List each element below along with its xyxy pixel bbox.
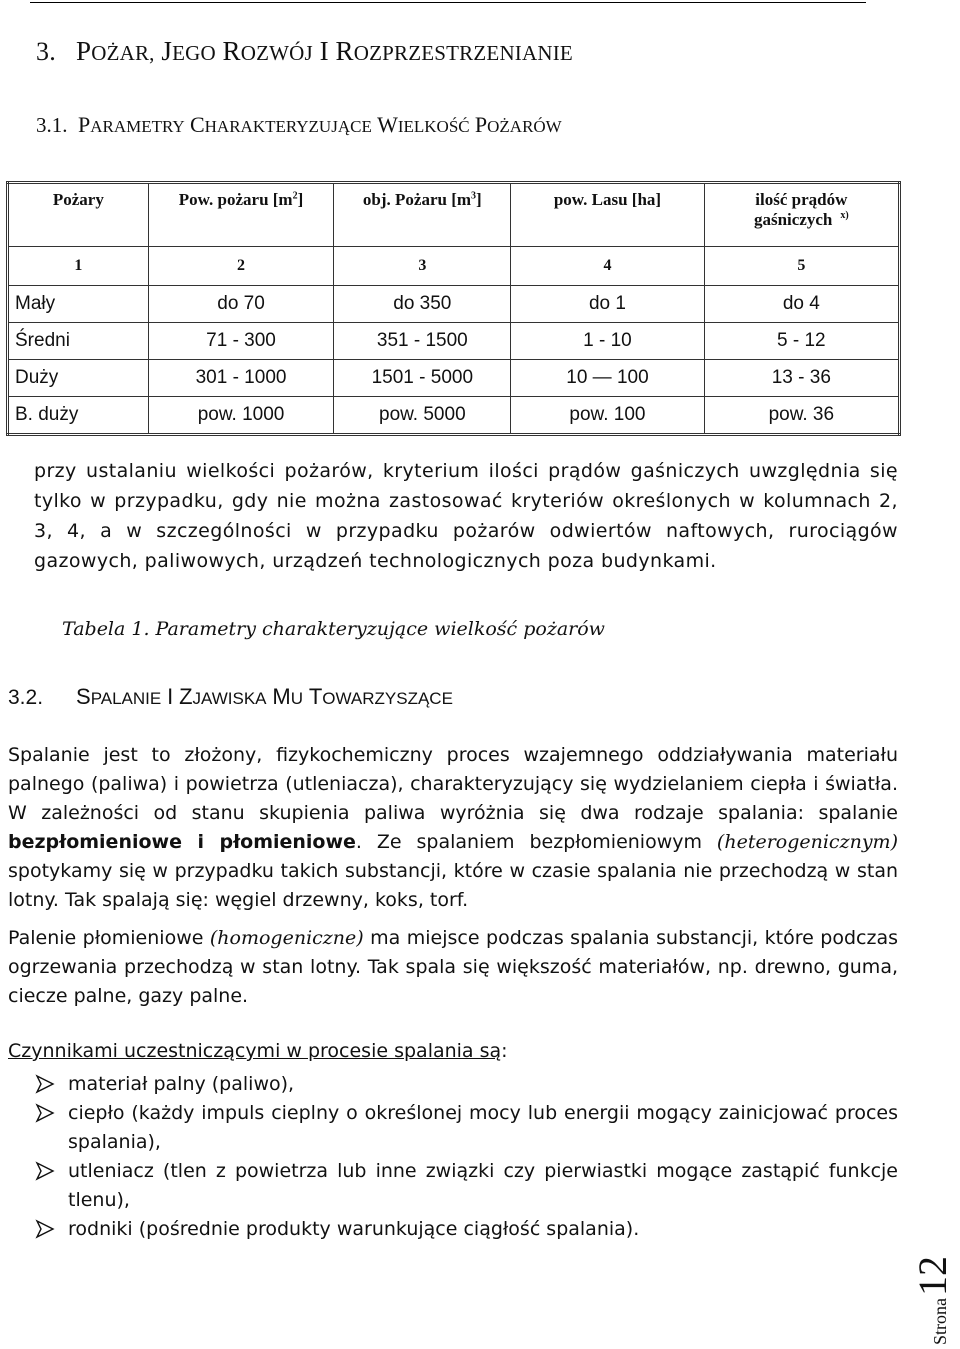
section-number: 3.1. — [36, 113, 68, 137]
table-row — [8, 360, 900, 397]
list-item — [8, 1215, 898, 1244]
arrowhead-bullet-icon — [34, 1073, 56, 1095]
table-cell: do 70 — [148, 286, 334, 323]
table-cell: 1501 - 5000 — [334, 360, 511, 397]
table-footnote — [8, 456, 898, 576]
table-cell: Mały — [8, 286, 149, 323]
table-cell: 10 — 100 — [511, 360, 704, 397]
section-title: PARAMETRY CHARAKTERYZUJĄCE WIELKOŚĆ POŻARÓW — [78, 112, 562, 137]
table-cell: pow. 36 — [704, 397, 899, 435]
footnote-text: przy ustalaniu wielkości pożarów, kryterium ilości prądów gaśniczych uwzględnia się tylko w przypadku, gdy nie można zastosować kryteriów określonych w kolumnach 2, 3, 4, a w szczególności w przypadku pożarów odwiertów naftowych, rurociągów gazowych, paliwowych, urządzeń technologicznych poza budynkami. — [34, 460, 898, 572]
table-header-row — [8, 183, 900, 247]
footnote-mark — [8, 456, 34, 478]
paragraph-text: spotykamy się w przypadku takich substancji, które w czasie spalania nie przechodzą w stan lotny. Tak spalają się: węgiel drzewny, koks, torf. — [8, 860, 898, 911]
list-item-text: ciepło (każdy impuls cieplny o określonej mocy lub energii mogący zainicjować proces spalania), — [68, 1102, 898, 1153]
arrowhead-bullet-icon — [34, 1218, 56, 1240]
bold-term: bezpłomieniowe i płomieniowe — [8, 831, 356, 853]
section-heading-3-1 — [36, 112, 562, 138]
page-number: 12 — [910, 1256, 955, 1296]
table-cell: Duży — [8, 360, 149, 397]
table-index-row — [8, 247, 900, 286]
fire-size-table — [6, 181, 901, 436]
table-cell: 351 - 1500 — [334, 323, 511, 360]
arrowhead-bullet-icon — [34, 1160, 56, 1182]
table-cell: do 4 — [704, 286, 899, 323]
table-cell: 5 - 12 — [704, 323, 899, 360]
table-row — [8, 286, 900, 323]
italic-term: (heterogenicznym) — [716, 831, 898, 853]
table-cell: B. duży — [8, 397, 149, 435]
table-index-cell: 1 — [8, 247, 149, 286]
list-item-text: materiał palny (paliwo), — [68, 1073, 295, 1095]
chapter-heading — [36, 36, 573, 67]
list-item — [8, 1157, 898, 1215]
table-cell: Średni — [8, 323, 149, 360]
table-cell: 71 - 300 — [148, 323, 334, 360]
table-header-cell: ilość prądów gaśniczych $^{x)}$ — [704, 183, 899, 247]
chapter-title: POŻAR, JEGO ROZWÓJ I ROZPRZESTRZENIANIE — [76, 36, 573, 66]
paragraph-text: ma miejsce podczas spalania substancji, które podczas ogrzewania przechodzą w stan lotny. Tak spala się większość materiałów, np. drewno, guma, ciecze palne, gazy palne. — [8, 927, 898, 1007]
table-index-cell: 5 — [704, 247, 899, 286]
table-cell: pow. 1000 — [148, 397, 334, 435]
paragraph-text: Palenie płomieniowe — [8, 927, 210, 949]
page-label — [909, 1256, 956, 1345]
table-cell: do 1 — [511, 286, 704, 323]
table-index-cell: 2 — [148, 247, 334, 286]
table-cell: pow. 5000 — [334, 397, 511, 435]
table-row — [8, 397, 900, 435]
paragraph-combustion — [8, 741, 898, 915]
table-cell: do 350 — [334, 286, 511, 323]
arrowhead-bullet-icon — [34, 1102, 56, 1124]
table-header-cell: pow. Lasu [ha] — [511, 183, 704, 247]
page-footer — [912, 1220, 958, 1345]
list-item-text: rodniki (pośrednie produkty warunkujące ciągłość spalania). — [68, 1218, 640, 1240]
list-item — [8, 1070, 898, 1099]
italic-term: (homogeniczne) — [209, 927, 364, 949]
table-caption: Tabela 1. Parametry charakteryzujące wielkość pożarów — [62, 618, 605, 640]
factors-list — [8, 1070, 898, 1244]
factors-intro — [8, 1040, 508, 1062]
table-row — [8, 323, 900, 360]
table-cell: pow. 100 — [511, 397, 704, 435]
table-cell: 13 - 36 — [704, 360, 899, 397]
section-number: 3.2. — [8, 686, 44, 709]
table-index-cell: 4 — [511, 247, 704, 286]
factors-intro-text: Czynnikami uczestniczącymi w procesie spalania są — [8, 1040, 502, 1062]
list-item — [8, 1099, 898, 1157]
section-title: SPALANIE I ZJAWISKA MU TOWARZYSZĄCE — [76, 684, 453, 709]
table-header-cell: Pożary — [8, 183, 149, 247]
factors-intro-colon: : — [501, 1040, 508, 1062]
table-header-cell: obj. Pożaru $[m^3]$ — [334, 183, 511, 247]
section-heading-3-2 — [8, 684, 453, 710]
paragraph-text: . Ze spalaniem bezpłomieniowym — [355, 831, 717, 853]
paragraph-flame — [8, 924, 898, 1011]
top-rule — [30, 2, 866, 3]
table-header-cell: Pow. pożaru $[m^2]$ — [148, 183, 334, 247]
table-index-cell: 3 — [334, 247, 511, 286]
table-cell: 1 - 10 — [511, 323, 704, 360]
paragraph-text: Spalanie jest to złożony, fizykochemiczny proces wzajemnego oddziaływania materiału palnego (paliwa) i powietrza (utleniacza), charakteryzujący się wydzielaniem ciepła i światła. W zależności od stanu skupienia paliwa wyróżnia się dwa rodzaje spalania: spalanie — [8, 744, 898, 824]
chapter-number: 3. — [36, 37, 56, 66]
list-item-text: utleniacz (tlen z powietrza lub inne związki czy pierwiastki mogące zastąpić funkcje tlenu), — [68, 1160, 898, 1211]
table-cell: 301 - 1000 — [148, 360, 334, 397]
page-word: Strona — [930, 1298, 950, 1345]
